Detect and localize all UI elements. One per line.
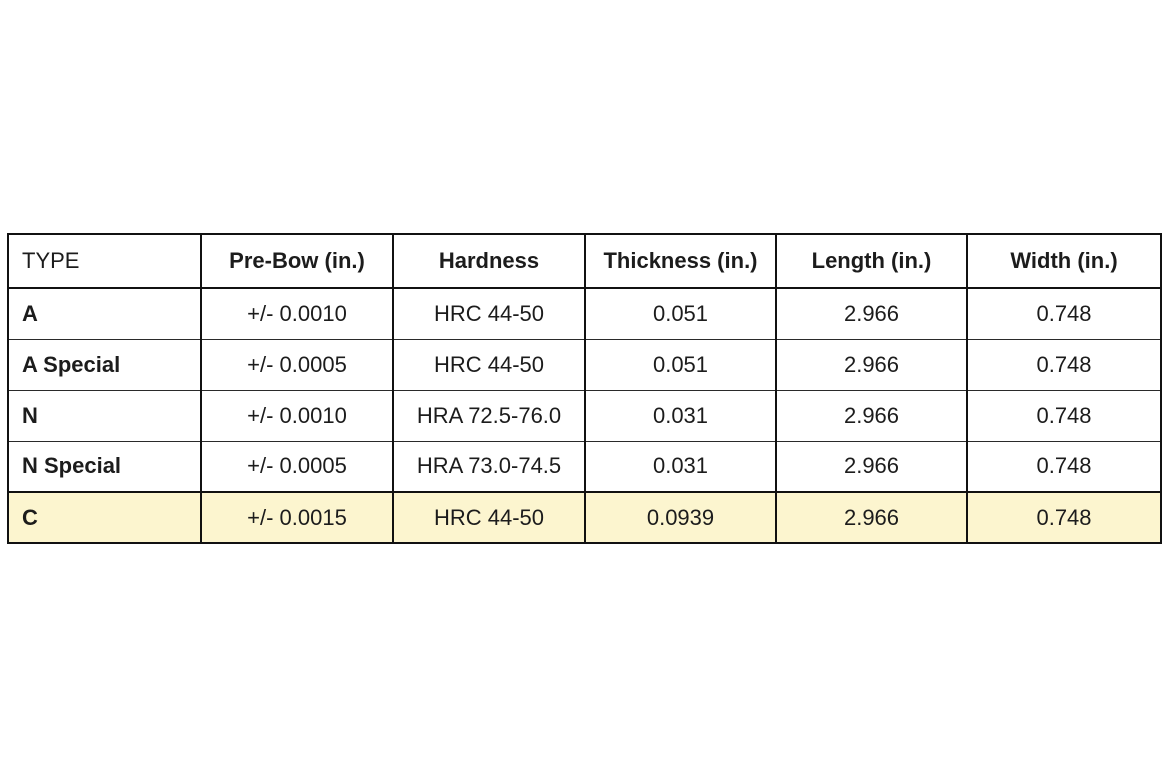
header-type: TYPE xyxy=(8,234,201,288)
cell-type: C xyxy=(8,492,201,543)
cell-thickness: 0.031 xyxy=(585,390,776,441)
table-row xyxy=(8,288,1161,339)
table-row xyxy=(8,390,1161,441)
header-width: Width (in.) xyxy=(967,234,1161,288)
cell-width: 0.748 xyxy=(967,390,1161,441)
table-row xyxy=(8,441,1161,492)
cell-hardness: HRC 44-50 xyxy=(393,288,585,339)
cell-type: N Special xyxy=(8,441,201,492)
table-row-highlighted xyxy=(8,492,1161,543)
cell-length: 2.966 xyxy=(776,492,967,543)
cell-hardness: HRA 73.0-74.5 xyxy=(393,441,585,492)
cell-length: 2.966 xyxy=(776,339,967,390)
cell-length: 2.966 xyxy=(776,441,967,492)
cell-pre-bow: +/- 0.0010 xyxy=(201,390,393,441)
header-pre-bow: Pre-Bow (in.) xyxy=(201,234,393,288)
cell-width: 0.748 xyxy=(967,288,1161,339)
cell-hardness: HRC 44-50 xyxy=(393,492,585,543)
cell-pre-bow: +/- 0.0015 xyxy=(201,492,393,543)
cell-type: A Special xyxy=(8,339,201,390)
cell-length: 2.966 xyxy=(776,390,967,441)
cell-type: A xyxy=(8,288,201,339)
cell-thickness: 0.031 xyxy=(585,441,776,492)
table-row xyxy=(8,339,1161,390)
cell-thickness: 0.051 xyxy=(585,339,776,390)
cell-thickness: 0.0939 xyxy=(585,492,776,543)
specification-table xyxy=(7,233,1162,544)
table-header-row xyxy=(8,234,1161,288)
header-hardness: Hardness xyxy=(393,234,585,288)
cell-type: N xyxy=(8,390,201,441)
header-thickness: Thickness (in.) xyxy=(585,234,776,288)
cell-hardness: HRC 44-50 xyxy=(393,339,585,390)
cell-pre-bow: +/- 0.0010 xyxy=(201,288,393,339)
header-length: Length (in.) xyxy=(776,234,967,288)
cell-pre-bow: +/- 0.0005 xyxy=(201,339,393,390)
cell-pre-bow: +/- 0.0005 xyxy=(201,441,393,492)
cell-length: 2.966 xyxy=(776,288,967,339)
cell-hardness: HRA 72.5-76.0 xyxy=(393,390,585,441)
cell-thickness: 0.051 xyxy=(585,288,776,339)
cell-width: 0.748 xyxy=(967,339,1161,390)
cell-width: 0.748 xyxy=(967,441,1161,492)
cell-width: 0.748 xyxy=(967,492,1161,543)
